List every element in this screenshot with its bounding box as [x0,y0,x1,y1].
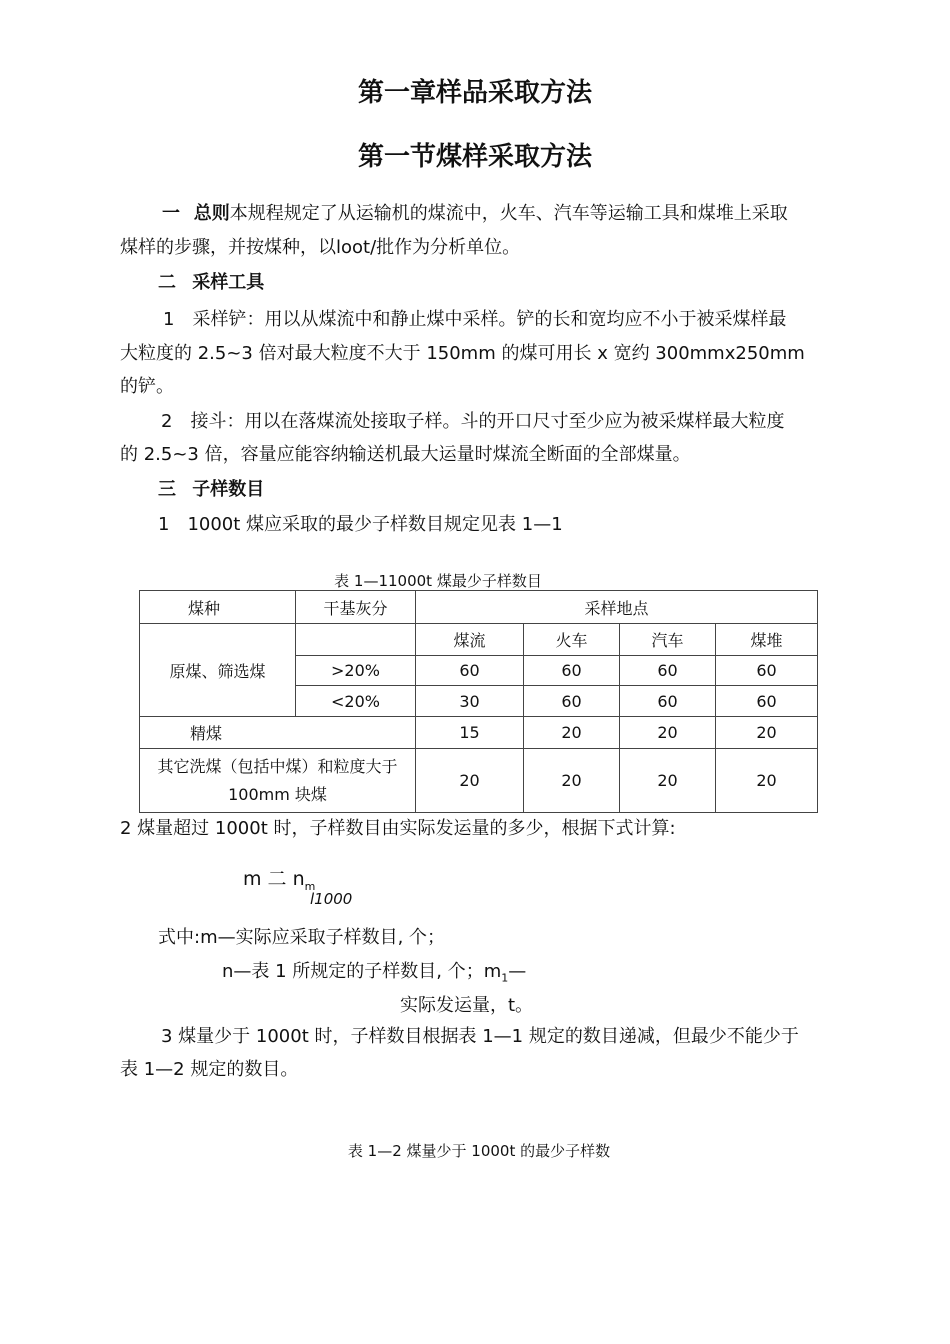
table-cell: 60 [620,686,716,717]
table2-caption: 表 1—2 煤量少于 1000t 的最少子样数 [347,1142,611,1160]
table1-caption: 表 1—11000t 煤最少子样数目 [334,572,542,590]
table-cell: 60 [716,686,818,717]
less-than-line1: 3 煤量少于 1000t 时，子样数目根据表 1—1 规定的数目递减，但最少不能少于 [161,1026,799,1047]
heading-sample-count-title: 子样数目 [192,479,265,500]
table-cell: 60 [416,656,524,686]
table-cell: 15 [416,717,524,749]
table-cell: 20 [416,749,524,813]
table-cell: 30 [416,686,524,717]
location-header: 煤流 [416,624,524,656]
definition-m: 式中:m—实际应采取子样数目, 个； [158,927,446,948]
table-cell: 60 [716,656,818,686]
heading-tools-title: 采样工具 [192,272,265,293]
formula-denominator: l1000 [310,890,353,908]
table1 [139,590,818,813]
general-rule-line2: 煤样的步骤，并按煤种，以loot/批作为分析单位。 [120,237,521,258]
table-cell: 20 [620,749,716,813]
location-header: 汽车 [620,624,716,656]
heading-sample-count [158,475,264,505]
bucket-line1: 2 接斗：用以在落煤流处接取子样。斗的开口尺寸至少应为被采煤样最大粒度 [161,411,785,432]
less-than-line2: 表 1—2 规定的数目。 [120,1059,299,1080]
location-header: 煤堆 [716,624,818,656]
table-row [140,749,818,813]
location-header: 火车 [524,624,620,656]
definition-n-text: n—表 1 所规定的子样数目, 个；m [222,961,502,982]
general-rule-line1 [162,199,788,229]
section-number: 一 [162,203,180,224]
sample-count-line: 1 1000t 煤应采取的最少子样数目规定见表 1—1 [158,514,563,535]
definition-m1: 实际发运量，t。 [400,995,534,1016]
table-cell: 20 [716,717,818,749]
heading-tools [158,268,264,298]
table-row [140,717,818,749]
header-location: 采样地点 [416,591,818,624]
table-cell: 20 [524,717,620,749]
other-coal-label-line1: 其它洗煤（包括中煤）和粒度大于 [157,756,398,776]
table-cell: 20 [716,749,818,813]
formula [243,864,315,893]
table-cell: 60 [524,656,620,686]
chapter-title: 第一章样品采取方法 [357,78,592,108]
table-cell: 60 [524,686,620,717]
other-coal-label-line2: 100mm 块煤 [228,784,327,804]
table-cell: 20 [620,717,716,749]
header-coal-type: 煤种 [140,591,296,624]
ash-value: <20% [296,686,416,717]
formula-subscript: m [304,879,316,893]
shovel-line3: 的铲。 [120,376,174,397]
general-rule-heading: 总则 [193,203,230,224]
header-ash: 干基灰分 [296,591,416,624]
shovel-line1: 1 采样铲：用以从煤流中和静止煤中采样。铲的长和宽均应不小于被采煤样最 [163,309,787,330]
other-coal-label [140,749,416,813]
formula-lhs: m 二 n [243,868,305,890]
definition-n [222,957,526,994]
definition-n-dash: — [508,961,527,982]
ash-value: >20% [296,656,416,686]
section-number: 二 [158,272,176,293]
formula-intro: 2 煤量超过 1000t 时，子样数目由实际发运量的多少，根据下式计算: [120,818,676,839]
clean-coal-label: 精煤 [140,717,416,749]
section-title: 第一节煤样采取方法 [357,142,592,172]
general-rule-text: 本规程规定了从运输机的煤流中，火车、汽车等运输工具和煤堆上采取 [229,203,788,224]
bucket-line2: 的 2.5~3 倍，容量应能容纳输送机最大运量时煤流全断面的全部煤量。 [120,444,691,465]
section-number: 三 [158,479,176,500]
ash-empty-cell [296,624,416,656]
table-cell: 60 [620,656,716,686]
table-cell: 20 [524,749,620,813]
definition-n-subscript: 1 [501,971,509,985]
shovel-line2: 大粒度的 2.5~3 倍对最大粒度不大于 150mm 的煤可用长 x 宽约 300mmx250mm [120,343,805,364]
raw-coal-label: 原煤、筛选煤 [140,624,296,717]
